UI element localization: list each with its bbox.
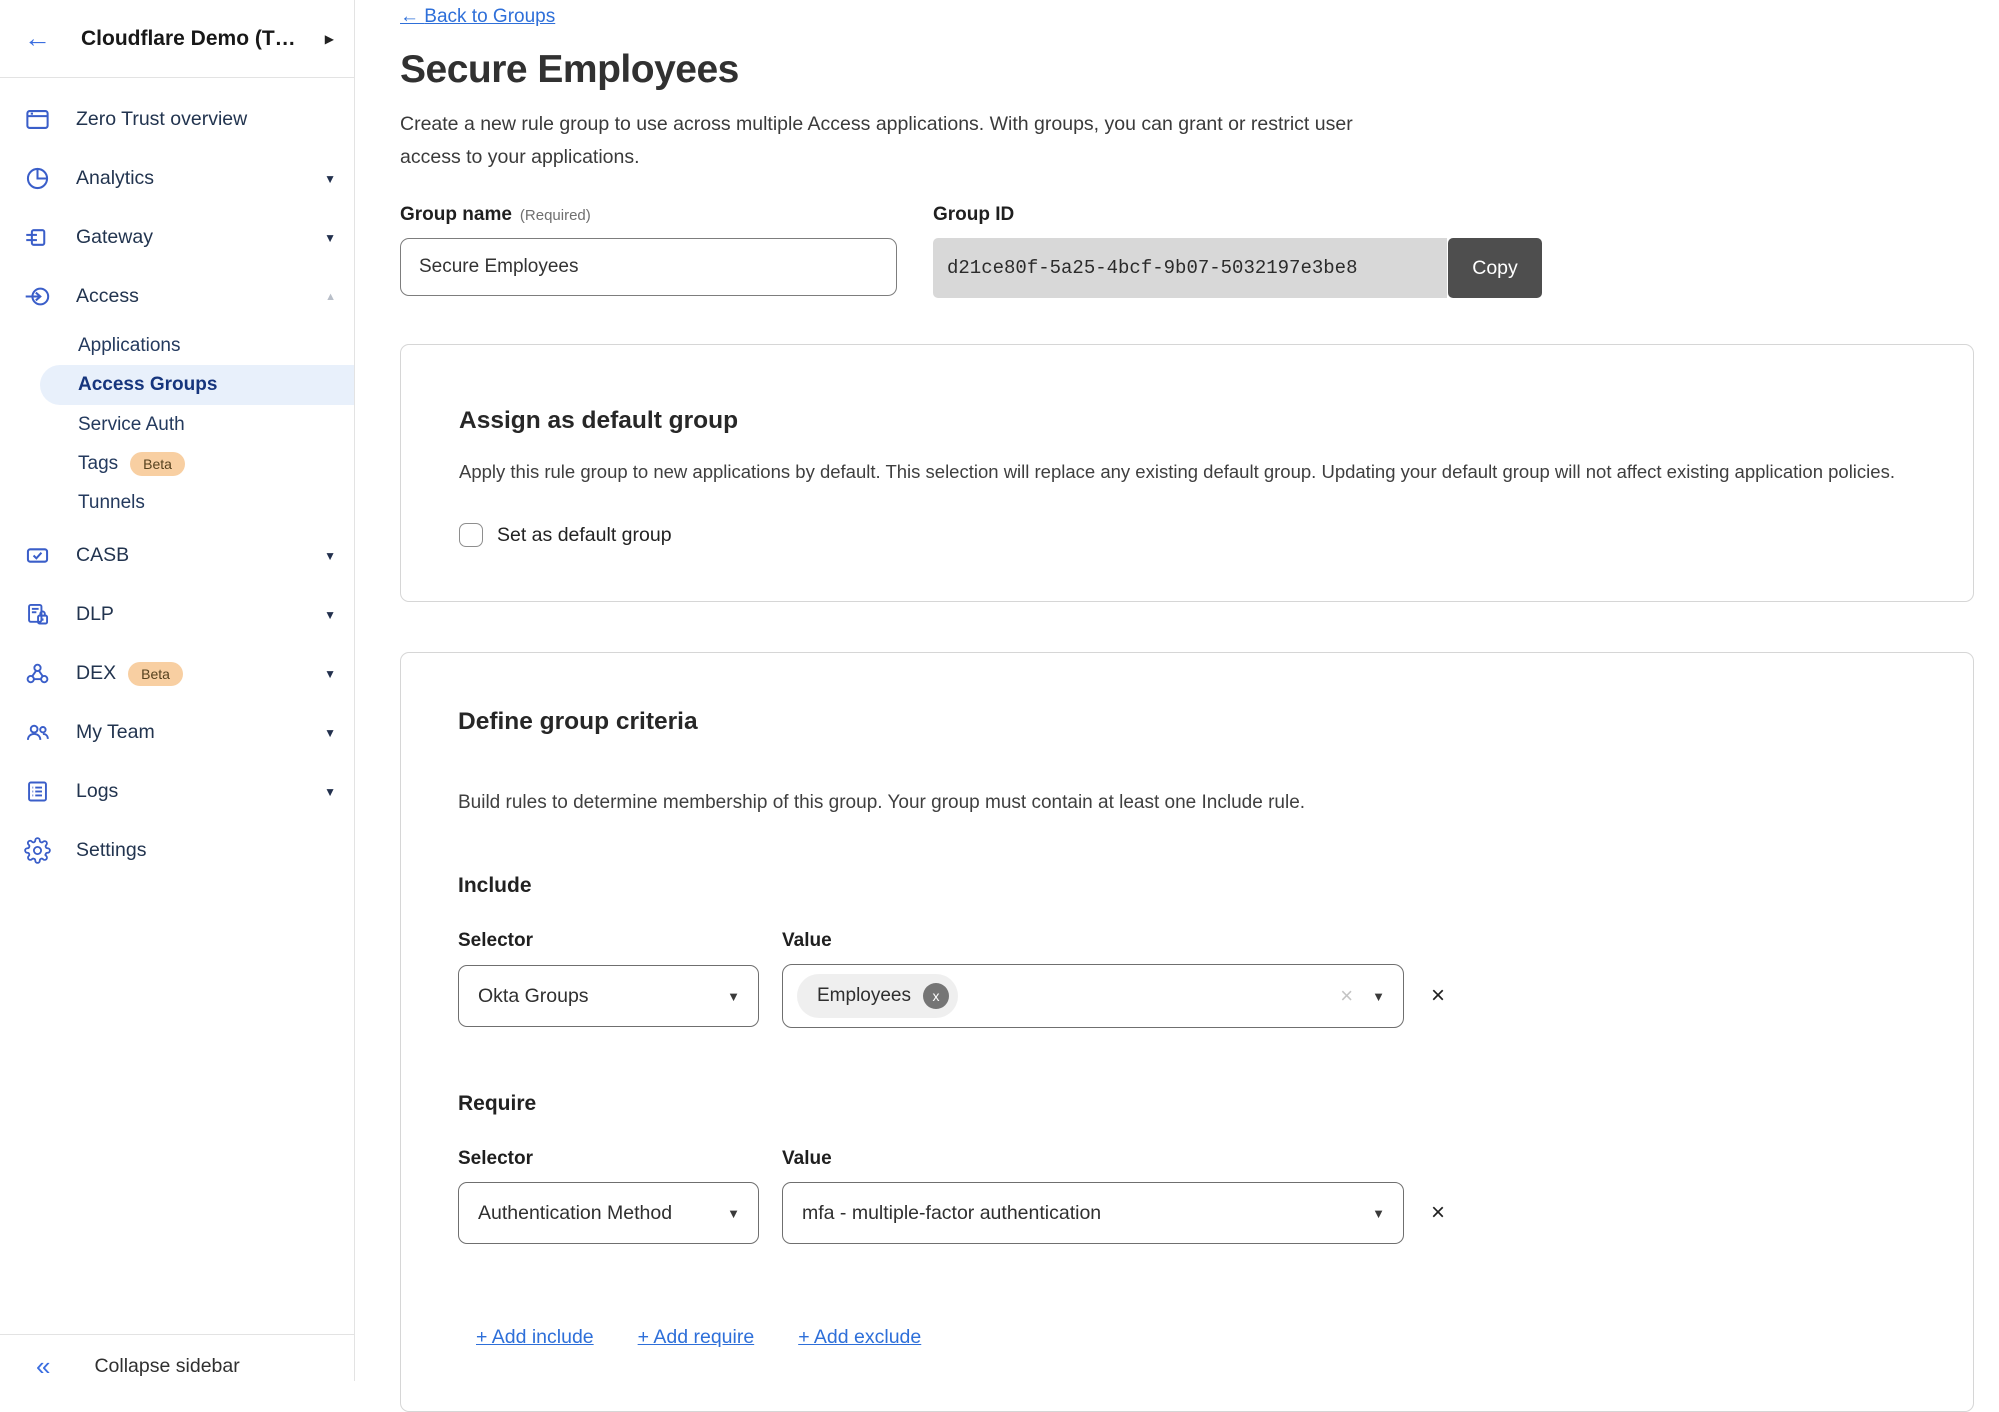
sidebar: [0, 0, 355, 1381]
sidebar-item-access-groups[interactable]: [40, 365, 354, 405]
require-value: mfa - multiple-factor authentication: [802, 1201, 1102, 1224]
require-selector-label: Selector: [458, 1148, 533, 1169]
logs-list-icon: [24, 778, 51, 805]
casb-icon: [24, 542, 51, 569]
sidebar-item-label: Access: [76, 285, 139, 307]
require-selector-dropdown[interactable]: [458, 1182, 759, 1244]
chevron-down-icon: ▼: [727, 988, 740, 1004]
sidebar-item-tags[interactable]: [0, 444, 354, 483]
sidebar-item-label: Analytics: [76, 167, 155, 189]
group-name-label: Group name (Required): [400, 204, 591, 225]
sidebar-item-settings[interactable]: [0, 821, 354, 880]
access-icon: [24, 283, 51, 310]
group-id-value: d21ce80f-5a25-4bcf-9b07-5032197e3be8: [933, 238, 1447, 298]
account-name: Cloudflare Demo (T…: [81, 26, 296, 50]
sidebar-item-logs[interactable]: [0, 762, 354, 821]
page-title: Secure Employees: [400, 48, 739, 91]
sidebar-item-analytics[interactable]: [0, 149, 354, 208]
people-icon: [24, 719, 51, 746]
sidebar-subitem-label: Access Groups: [78, 374, 218, 395]
group-name-input[interactable]: [400, 238, 897, 296]
chevron-down-icon: ▼: [1372, 988, 1385, 1004]
default-group-card-description: Apply this rule group to new applications by default. This selection will replace any existing default group. Updating your default group will not affect existing application policies.: [459, 461, 1895, 482]
sidebar-item-tunnels[interactable]: [0, 483, 354, 522]
beta-badge: Beta: [128, 662, 183, 686]
value-tag: [797, 974, 958, 1018]
required-note: (Required): [519, 207, 591, 224]
require-heading: Require: [458, 1092, 537, 1115]
include-selector-dropdown[interactable]: [458, 965, 759, 1027]
chevron-down-icon[interactable]: ▼: [324, 666, 336, 681]
main-content: [355, 0, 1999, 1381]
sidebar-item-applications[interactable]: [0, 326, 354, 365]
collapse-sidebar-label: Collapse sidebar: [94, 1354, 240, 1377]
chevron-right-icon[interactable]: ▶: [324, 31, 334, 46]
network-cluster-icon: [24, 660, 51, 687]
criteria-card-title: Define group criteria: [458, 708, 698, 735]
sidebar-subitem-label: Tunnels: [78, 491, 145, 513]
include-heading: Include: [458, 874, 532, 897]
chevrons-left-icon: «: [36, 1351, 51, 1381]
sidebar-subitem-label: Service Auth: [78, 413, 185, 435]
tag-remove-icon[interactable]: x: [923, 983, 949, 1009]
value-tag-label: Employees: [817, 985, 911, 1006]
account-header[interactable]: [0, 0, 354, 78]
sidebar-subitem-label: Tags: [78, 452, 119, 474]
require-value-label: Value: [782, 1148, 832, 1169]
require-value-dropdown[interactable]: [782, 1182, 1404, 1244]
copy-button[interactable]: Copy: [1448, 238, 1542, 298]
chevron-down-icon: ▼: [1372, 1205, 1385, 1221]
sidebar-item-label: Settings: [76, 839, 147, 861]
clear-values-icon[interactable]: ×: [1340, 983, 1354, 1008]
sidebar-item-access[interactable]: [0, 267, 354, 326]
back-arrow-icon[interactable]: ←: [24, 23, 51, 53]
add-exclude-link[interactable]: + Add exclude: [798, 1326, 922, 1348]
document-lock-icon: [24, 601, 51, 628]
gateway-icon: [24, 224, 51, 251]
sidebar-item-dlp[interactable]: [0, 585, 354, 644]
remove-require-rule-button[interactable]: ×: [1431, 1199, 1446, 1226]
add-require-link[interactable]: + Add require: [637, 1326, 755, 1348]
set-default-group-checkbox[interactable]: [459, 523, 483, 547]
sidebar-item-label: Logs: [76, 780, 119, 802]
page-description: Create a new rule group to use across multiple Access applications. With groups, you can grant or restrict user access to your applications.: [400, 113, 1353, 168]
group-meta-row: [400, 204, 1974, 298]
include-selector-value: Okta Groups: [478, 984, 589, 1007]
set-default-group-label: Set as default group: [497, 523, 672, 546]
sidebar-item-my-team[interactable]: [0, 703, 354, 762]
criteria-card: [400, 652, 1974, 1412]
sidebar-item-service-auth[interactable]: [0, 405, 354, 444]
gear-icon: [24, 837, 51, 864]
chevron-down-icon[interactable]: ▼: [324, 784, 336, 799]
sidebar-item-label: Zero Trust overview: [76, 108, 248, 130]
require-selector-value: Authentication Method: [478, 1201, 673, 1224]
sidebar-footer: [0, 1334, 354, 1379]
chevron-down-icon[interactable]: ▼: [324, 548, 336, 563]
criteria-card-description: Build rules to determine membership of this group. Your group must contain at least one Include rule.: [458, 792, 1306, 813]
collapse-sidebar-button[interactable]: [0, 1335, 354, 1379]
chevron-down-icon[interactable]: ▼: [324, 230, 336, 245]
default-group-card-title: Assign as default group: [459, 407, 739, 434]
chevron-down-icon[interactable]: ▼: [324, 725, 336, 740]
sidebar-item-label: My Team: [76, 721, 155, 743]
pie-chart-icon: [24, 165, 51, 192]
beta-badge: Beta: [130, 452, 185, 476]
sidebar-item-gateway[interactable]: [0, 208, 354, 267]
back-to-groups-link[interactable]: [400, 6, 555, 28]
chevron-down-icon[interactable]: ▼: [324, 607, 336, 622]
sidebar-subitem-label: Applications: [78, 334, 181, 356]
sidebar-item-label: Gateway: [76, 226, 153, 248]
remove-include-rule-button[interactable]: ×: [1431, 982, 1446, 1009]
include-value-multiselect[interactable]: [782, 964, 1404, 1028]
group-id-label: Group ID: [933, 204, 1015, 225]
sidebar-nav: [0, 78, 354, 880]
sidebar-item-zero-trust-overview[interactable]: [0, 90, 354, 149]
sidebar-item-label: DLP: [76, 603, 114, 625]
include-value-label: Value: [782, 930, 832, 951]
default-group-card: [400, 344, 1974, 602]
chevron-down-icon: ▼: [727, 1205, 740, 1221]
sidebar-item-casb[interactable]: [0, 526, 354, 585]
include-selector-label: Selector: [458, 930, 533, 951]
back-link-label: Back to Groups: [424, 6, 556, 27]
chevron-down-icon[interactable]: ▼: [324, 171, 336, 186]
add-include-link[interactable]: + Add include: [476, 1326, 594, 1348]
sidebar-item-label: CASB: [76, 544, 130, 566]
chevron-up-icon[interactable]: ▲: [325, 290, 336, 303]
sidebar-item-label: DEX: [76, 662, 117, 684]
sidebar-item-dex[interactable]: [0, 644, 354, 703]
browser-window-icon: [24, 106, 51, 133]
back-arrow-icon: ←: [400, 6, 419, 27]
